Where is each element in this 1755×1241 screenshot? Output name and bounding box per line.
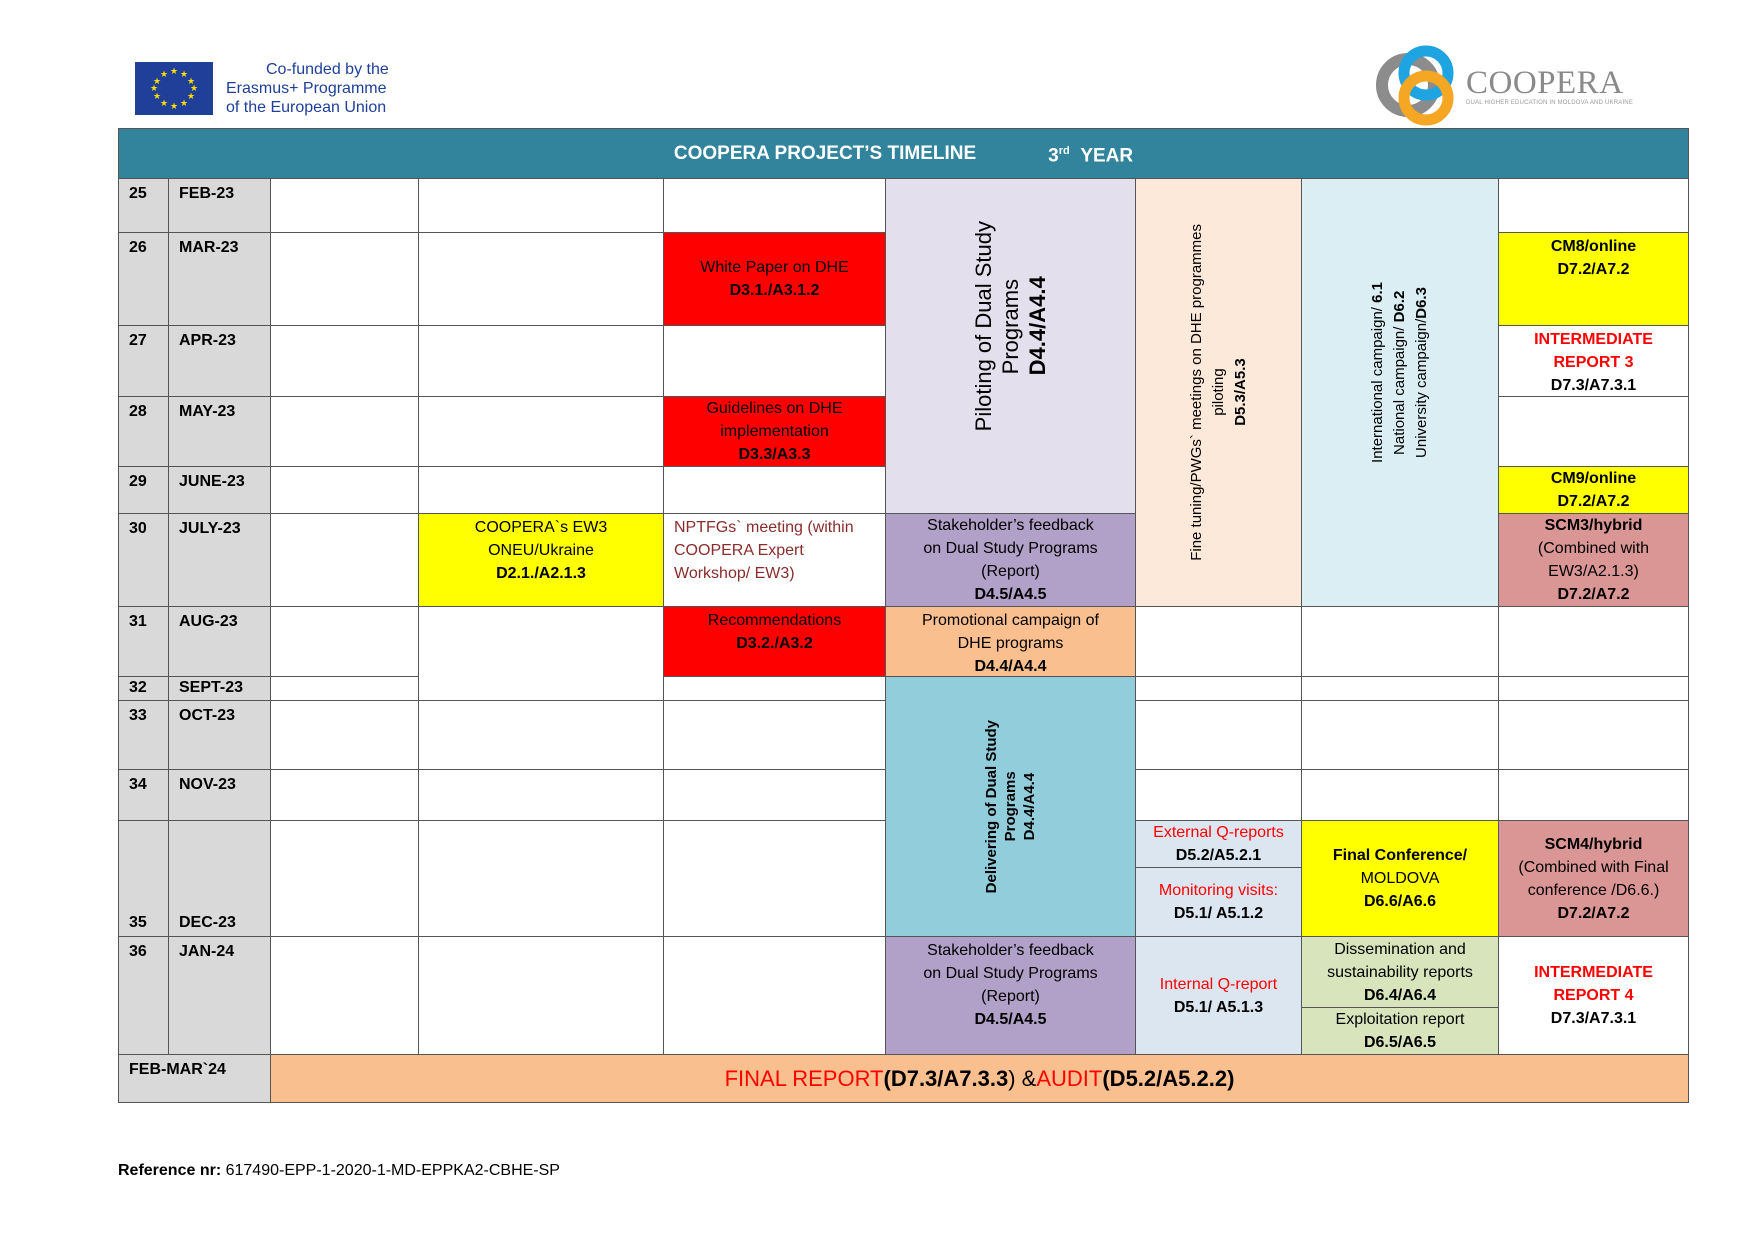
row-month-nov23: NOV-23 bbox=[168, 769, 271, 821]
coopera-tagline: DUAL HIGHER EDUCATION IN MOLDOVA AND UKRAINE bbox=[1466, 99, 1634, 106]
empty-cell bbox=[270, 325, 419, 397]
empty-cell bbox=[418, 936, 664, 1055]
row-month-jun23: JUNE-23 bbox=[168, 466, 271, 514]
empty-cell bbox=[1498, 769, 1689, 821]
reports-cell bbox=[1301, 936, 1499, 1055]
empty-cell bbox=[270, 466, 419, 514]
stakeholder-feedback-2-cell: Stakeholder’s feedback on Dual Study Programs (Report) D4.5/A4.5 bbox=[885, 936, 1136, 1055]
empty-cell bbox=[270, 676, 419, 701]
empty-cell bbox=[418, 700, 664, 770]
row-num-33: 33 bbox=[118, 700, 169, 770]
row-month-may23: MAY-23 bbox=[168, 396, 271, 467]
empty-cell bbox=[270, 700, 419, 770]
empty-cell bbox=[1135, 769, 1302, 821]
empty-cell bbox=[418, 232, 664, 326]
row-num-25: 25 bbox=[118, 178, 169, 233]
row-num-28: 28 bbox=[118, 396, 169, 467]
row-month-feb23: FEB-23 bbox=[168, 178, 271, 233]
eu-line-1: Co-funded by the bbox=[266, 61, 389, 78]
row-month-jan24: JAN-24 bbox=[168, 936, 271, 1055]
eu-cofunded-logo bbox=[135, 60, 389, 117]
empty-cell bbox=[663, 325, 886, 397]
guidelines-cell: Guidelines on DHE implementation D3.3/A3.3 bbox=[663, 396, 886, 467]
empty-cell bbox=[418, 178, 664, 233]
fine-tuning-cell: Fine tuning/PWGs` meetings on DHE programmes piloting D5.3/A5.3 bbox=[1135, 178, 1302, 607]
row-month-jul23: JULY-23 bbox=[168, 513, 271, 607]
piloting-cell: Piloting of Dual Study Programs D4.4/A4.4 bbox=[885, 178, 1136, 514]
stakeholder-feedback-1-cell: Stakeholder’s feedback on Dual Study Programs (Report) D4.5/A4.5 bbox=[885, 513, 1136, 607]
empty-cell bbox=[1498, 396, 1689, 467]
empty-cell bbox=[663, 676, 886, 701]
empty-cell bbox=[1498, 700, 1689, 770]
empty-cell bbox=[418, 769, 664, 821]
row-num-26: 26 bbox=[118, 232, 169, 326]
promo-campaign-cell: Promotional campaign of DHE programs D4.4/A4.4 bbox=[885, 606, 1136, 677]
recommendations-cell: Recommendations D3.2./A3.2 bbox=[663, 606, 886, 677]
empty-cell bbox=[1135, 606, 1302, 677]
eu-flag-icon: ★ ★ ★ ★ ★ ★ ★ ★ ★ ★ ★ ★ bbox=[135, 62, 213, 115]
row-num-35: 35 bbox=[118, 820, 169, 937]
empty-cell bbox=[1498, 676, 1689, 701]
coopera-name: COOPERA bbox=[1466, 64, 1624, 101]
empty-cell bbox=[418, 466, 664, 514]
empty-cell bbox=[1301, 700, 1499, 770]
empty-cell bbox=[663, 700, 886, 770]
empty-cell bbox=[418, 325, 664, 397]
white-paper-cell: White Paper on DHE D3.1./A3.1.2 bbox=[663, 232, 886, 326]
row-num-29: 29 bbox=[118, 466, 169, 514]
reference-number: Reference nr: 617490-EPP-1-2020-1-MD-EPPKA2-CBHE-SP bbox=[118, 1162, 560, 1179]
table-title-text: COOPERA PROJECT’S TIMELINE bbox=[673, 143, 977, 164]
delivering-cell: Delivering of Dual Study Programs D4.4/A4.4 bbox=[885, 676, 1136, 937]
empty-cell bbox=[663, 769, 886, 821]
empty-cell bbox=[270, 936, 419, 1055]
final-conference-cell: Final Conference/ MOLDOVA D6.6/A6.6 bbox=[1301, 820, 1499, 937]
row-month-sep23: SEPT-23 bbox=[168, 676, 271, 701]
cm9-cell: CM9/online D7.2/A7.2 bbox=[1498, 466, 1689, 514]
empty-cell bbox=[663, 466, 886, 514]
empty-cell bbox=[270, 606, 419, 677]
eu-line-2: Erasmus+ Programme bbox=[226, 80, 387, 97]
cm8-cell: CM8/online D7.2/A7.2 bbox=[1498, 232, 1689, 326]
row-num-34: 34 bbox=[118, 769, 169, 821]
intermediate-report-4-cell: INTERMEDIATE REPORT 4 D7.3/A7.3.1 bbox=[1498, 936, 1689, 1055]
table-title bbox=[118, 128, 1689, 179]
row-num-30: 30 bbox=[118, 513, 169, 607]
q-monitoring-cell bbox=[1135, 820, 1302, 937]
row-month-oct23: OCT-23 bbox=[168, 700, 271, 770]
monitoring-visits: Monitoring visits: D5.1/ A5.1.2 bbox=[1136, 868, 1301, 936]
empty-cell bbox=[270, 396, 419, 467]
exploitation-report: Exploitation report D6.5/A6.5 bbox=[1302, 1008, 1498, 1054]
row-num-27: 27 bbox=[118, 325, 169, 397]
row-num-32: 32 bbox=[118, 676, 169, 701]
empty-cell bbox=[1301, 606, 1499, 677]
ew3-cell: COOPERA`s EW3 ONEU/Ukraine D2.1./A2.1.3 bbox=[418, 513, 664, 607]
row-month-dec23: DEC-23 bbox=[168, 820, 271, 937]
empty-cell bbox=[1301, 769, 1499, 821]
campaigns-cell: International campaign/ 6.1 National campaign/ D6.2 University campaign/D6.3 bbox=[1301, 178, 1499, 607]
coopera-logo bbox=[1368, 40, 1633, 130]
empty-cell bbox=[1498, 606, 1689, 677]
row-month-apr23: APR-23 bbox=[168, 325, 271, 397]
empty-cell bbox=[1135, 676, 1302, 701]
dissemination-reports: Dissemination and sustainability reports D6.4/A6.4 bbox=[1302, 937, 1498, 1008]
year-label: 3rd YEAR bbox=[1048, 144, 1134, 167]
empty-cell bbox=[1301, 676, 1499, 701]
empty-cell bbox=[1135, 700, 1302, 770]
eu-line-3: of the European Union bbox=[226, 99, 387, 116]
empty-cell bbox=[270, 513, 419, 607]
eu-logo-text bbox=[226, 60, 389, 117]
row-month-aug23: AUG-23 bbox=[168, 606, 271, 677]
row-month-febmar24: FEB-MAR`24 bbox=[118, 1054, 271, 1103]
nptfg-cell: NPTFGs` meeting (within COOPERA Expert Workshop/ EW3) bbox=[663, 513, 886, 607]
row-month-mar23: MAR-23 bbox=[168, 232, 271, 326]
scm4-cell: SCM4/hybrid (Combined with Final conference /D6.6.) D7.2/A7.2 bbox=[1498, 820, 1689, 937]
empty-cell bbox=[270, 178, 419, 233]
coopera-rings-icon bbox=[1368, 40, 1468, 130]
empty-cell bbox=[663, 178, 886, 233]
row-num-36: 36 bbox=[118, 936, 169, 1055]
internal-q-report-cell: Internal Q-report D5.1/ A5.1.3 bbox=[1135, 936, 1302, 1055]
empty-cell bbox=[418, 606, 664, 701]
empty-cell bbox=[418, 820, 664, 937]
empty-cell bbox=[1498, 178, 1689, 233]
empty-cell bbox=[663, 936, 886, 1055]
empty-cell bbox=[418, 396, 664, 467]
empty-cell bbox=[270, 769, 419, 821]
empty-cell bbox=[270, 232, 419, 326]
empty-cell bbox=[663, 820, 886, 937]
row-num-31: 31 bbox=[118, 606, 169, 677]
final-report-audit-cell: FINAL REPORT (D7.3/A7.3.3 ) & AUDIT (D5.2/A5.2.2) bbox=[270, 1054, 1689, 1103]
scm3-cell: SCM3/hybrid (Combined with EW3/A2.1.3) D7.2/A7.2 bbox=[1498, 513, 1689, 607]
timeline-table bbox=[118, 128, 1689, 1102]
empty-cell bbox=[270, 820, 419, 937]
intermediate-report-3-cell: INTERMEDIATE REPORT 3 D7.3/A7.3.1 bbox=[1498, 325, 1689, 397]
external-q-reports: External Q-reports D5.2/A5.2.1 bbox=[1136, 821, 1301, 868]
